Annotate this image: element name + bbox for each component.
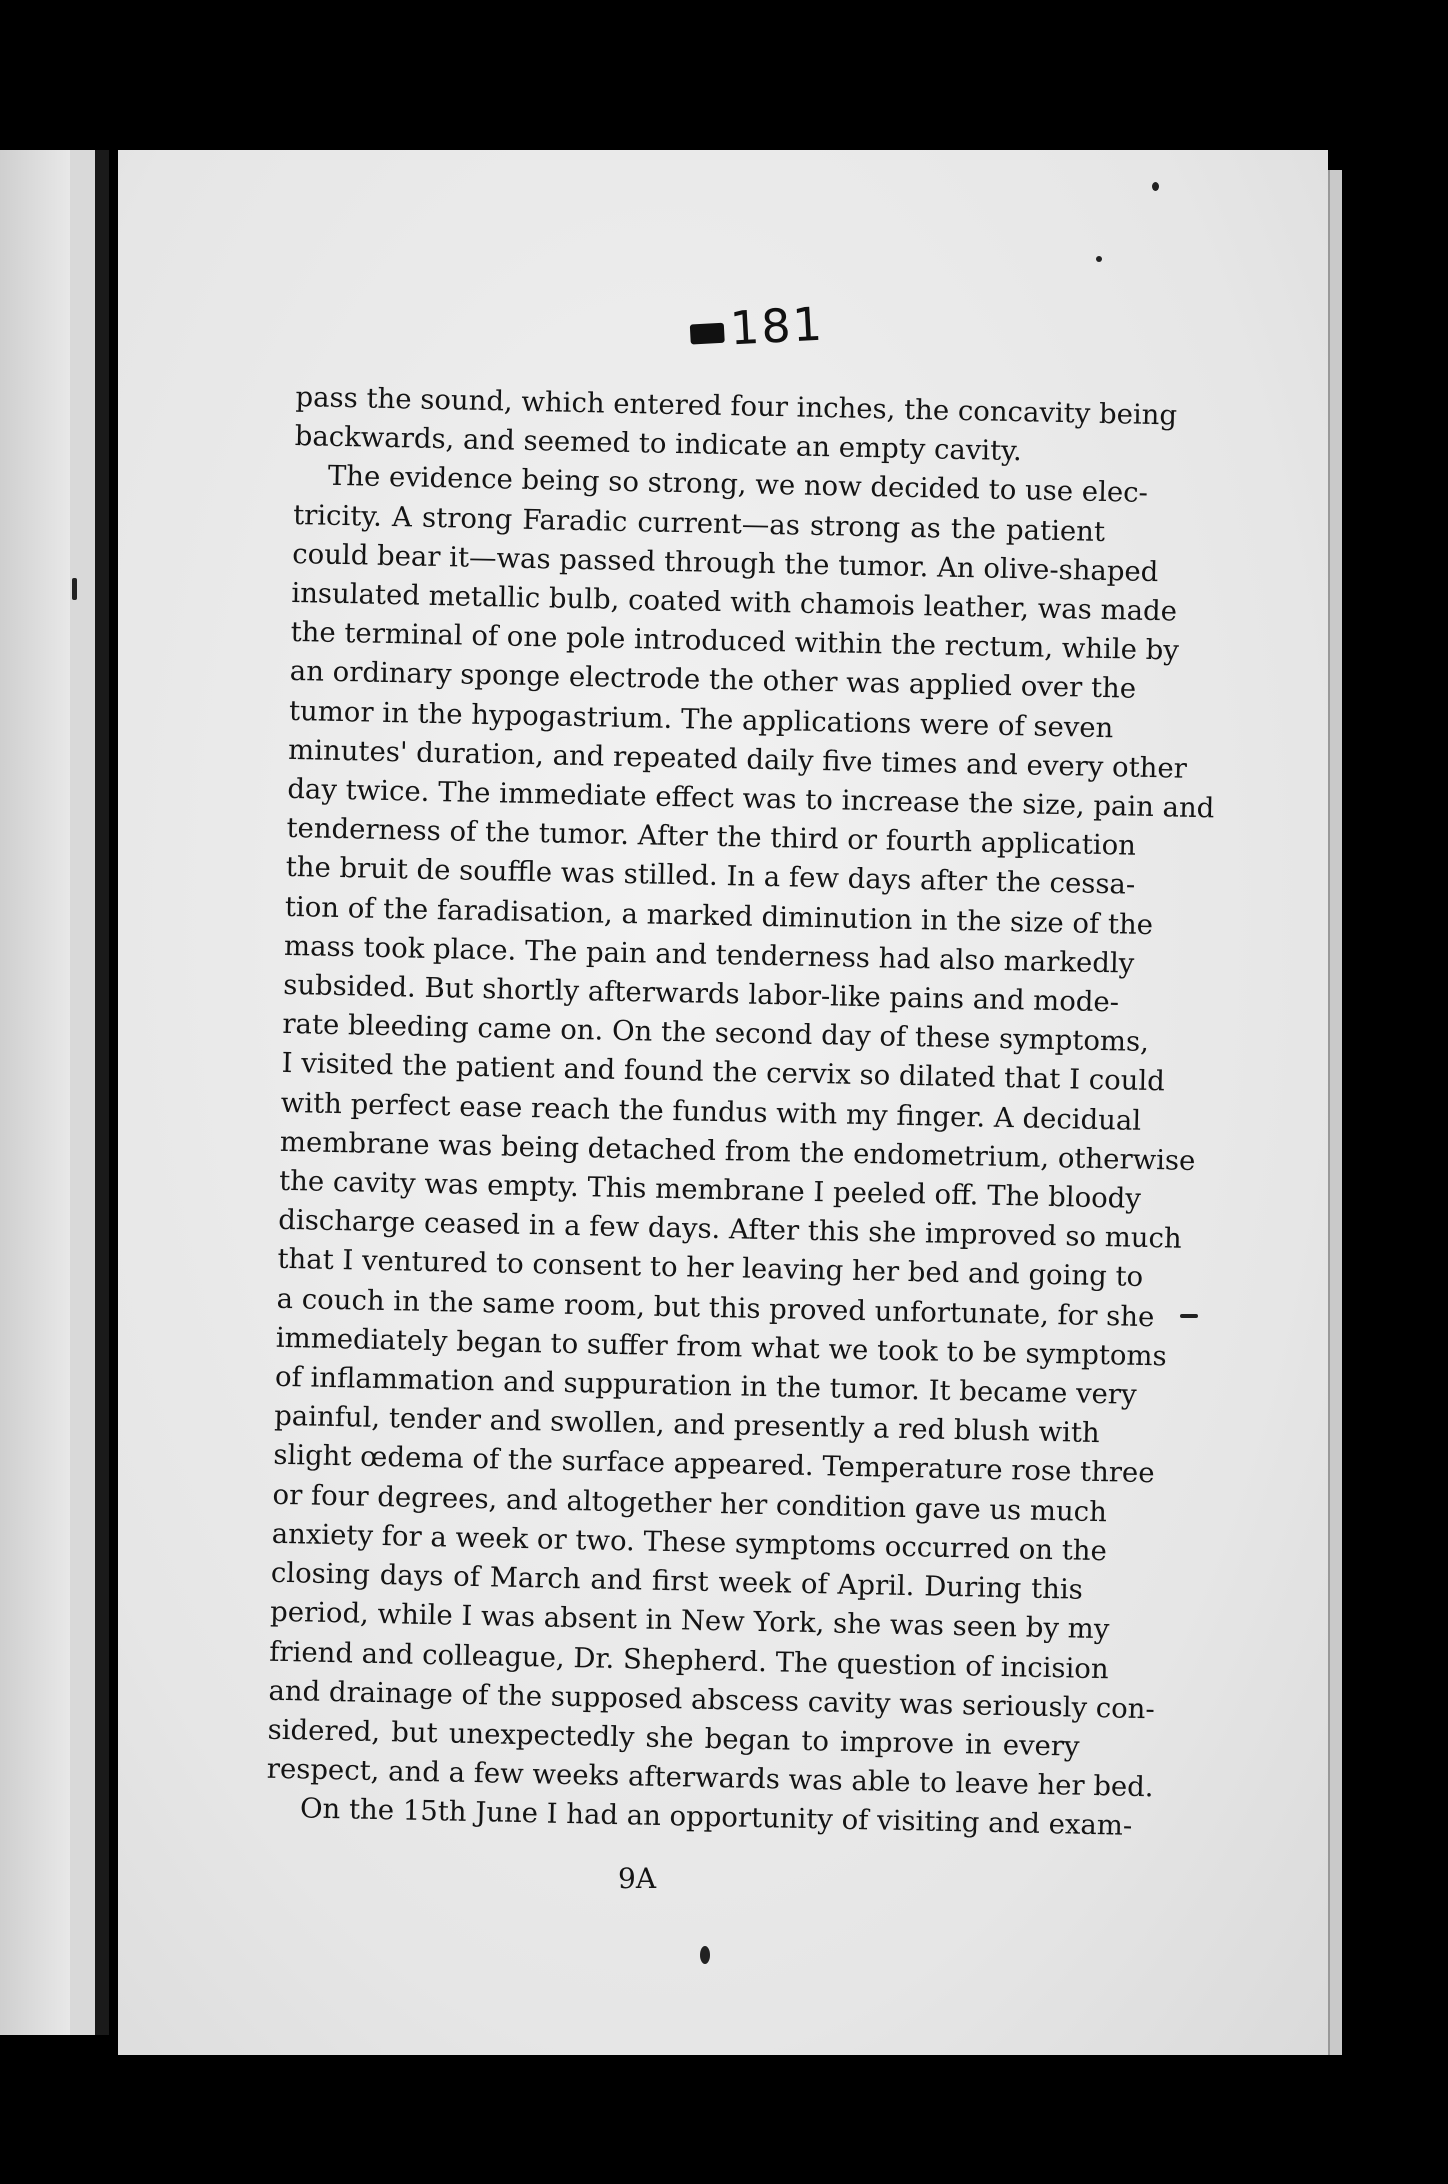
text-line: I visited the patient and found the cervix so dilated that I could bbox=[281, 1047, 1166, 1098]
text-line: the cavity was empty. This membrane I peeled off. The bloody bbox=[278, 1164, 1142, 1215]
text-line: tenderness of the tumor. After the third or fourth application bbox=[286, 812, 1137, 862]
text-line: The evidence being so strong, we now decided to use elec- bbox=[327, 460, 1149, 510]
ink-speck bbox=[1096, 256, 1102, 262]
left-page-surface bbox=[0, 150, 70, 2035]
text-line: pass the sound, which entered four inches, the concavity being bbox=[295, 380, 1178, 432]
text-line: friend and colleague, Dr. Shepherd. The question of incision bbox=[268, 1635, 1109, 1685]
text-line: tumor in the hypogastrium. The applications were of seven bbox=[288, 694, 1114, 744]
text-line: immediately began to suffer from what we took to be symptoms bbox=[275, 1321, 1168, 1373]
text-line: subsided. But shortly afterwards labor-like pains and mode- bbox=[282, 968, 1120, 1019]
ink-mark-icon bbox=[690, 322, 725, 344]
text-line: On the 15th June I had an opportunity of visiting and exam- bbox=[299, 1792, 1133, 1843]
text-line: mass took place. The pain and tenderness had also markedly bbox=[283, 929, 1135, 980]
text-line: sidered, but unexpectedly she began to improve in every bbox=[267, 1713, 1080, 1763]
ink-speck bbox=[72, 578, 77, 600]
text-line: rate bleeding came on. On the second day of these symptoms, bbox=[282, 1008, 1150, 1059]
text-line: membrane was being detached from the endometrium, otherwise bbox=[279, 1125, 1196, 1177]
text-line: respect, and a few weeks afterwards was able to leave her bed. bbox=[266, 1752, 1154, 1804]
signature-mark: 9A bbox=[618, 1862, 657, 1895]
page-right-edge bbox=[1328, 170, 1342, 2055]
text-line: discharge ceased in a few days. After this she improved so much bbox=[278, 1204, 1182, 1255]
ink-speck bbox=[1152, 182, 1159, 191]
text-line: backwards, and seemed to indicate an empty cavity. bbox=[294, 420, 1023, 468]
text-line: and drainage of the supposed abscess cavity was seriously con- bbox=[268, 1674, 1156, 1725]
text-line: painful, tender and swollen, and presently a red blush with bbox=[273, 1400, 1100, 1450]
text-line: slight œdema of the surface appeared. Temperature rose three bbox=[273, 1439, 1155, 1490]
paragraph bbox=[266, 456, 1215, 1806]
text-line: that I ventured to consent to her leaving her bed and going to bbox=[277, 1243, 1144, 1294]
book-gutter bbox=[95, 150, 109, 2035]
page-number-text: 181 bbox=[728, 296, 826, 356]
text-line: minutes' duration, and repeated daily five times and every other bbox=[287, 733, 1188, 785]
page-number bbox=[689, 297, 825, 358]
text-line: closing days of March and first week of April. During this bbox=[270, 1556, 1084, 1606]
left-page-edge bbox=[0, 150, 105, 2035]
text-line: day twice. The immediate effect was to increase the size, pain and bbox=[287, 772, 1215, 825]
text-line: the bruit de souffle was stilled. In a few days after the cessa- bbox=[285, 851, 1136, 902]
text-line: period, while I was absent in New York, she was seen by my bbox=[269, 1596, 1110, 1646]
text-line: insulated metallic bulb, coated with chamois leather, was made bbox=[291, 576, 1178, 628]
text-line: a couch in the same room, but this proved unfortunate, for she bbox=[276, 1282, 1155, 1333]
text-line: with perfect ease reach the fundus with my finger. A decidual bbox=[280, 1086, 1142, 1137]
text-line: of inflammation and suppuration in the tumor. It became very bbox=[274, 1360, 1137, 1411]
ink-speck bbox=[1180, 1314, 1198, 1318]
body-text bbox=[264, 378, 1215, 1915]
text-line: tricity. A strong Faradic current—as strong as the patient bbox=[292, 498, 1106, 548]
ink-speck bbox=[700, 1946, 710, 1964]
text-line: or four degrees, and altogether her condition gave us much bbox=[272, 1478, 1108, 1528]
text-line: tion of the faradisation, a marked diminution in the size of the bbox=[284, 890, 1154, 941]
text-line: could bear it—was passed through the tumor. An olive-shaped bbox=[291, 537, 1159, 588]
text-line: anxiety for a week or two. These symptoms occurred on the bbox=[271, 1517, 1108, 1568]
text-line: an ordinary sponge electrode the other was applied over the bbox=[289, 655, 1137, 706]
text-line: the terminal of one pole introduced within the rectum, while by bbox=[290, 616, 1180, 667]
